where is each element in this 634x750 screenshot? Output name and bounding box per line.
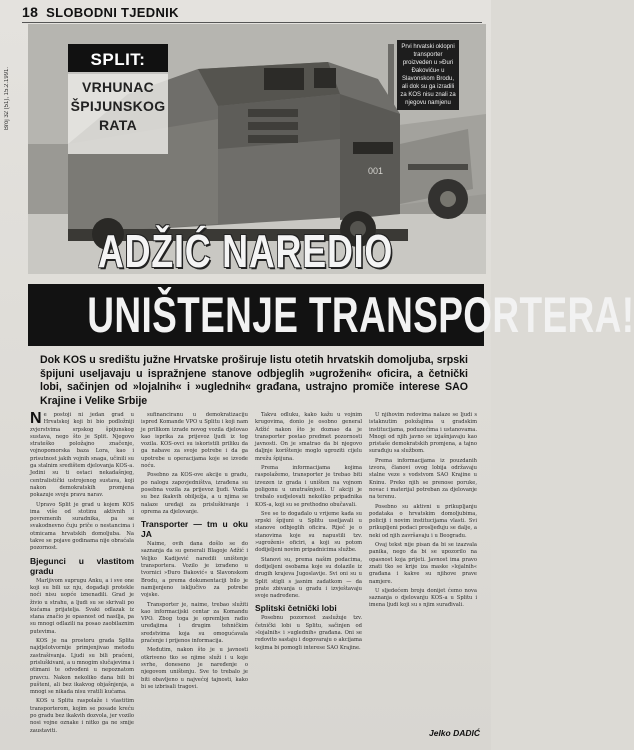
column-paragraph: KOS u Splitu raspolaže i vlastitim transporterom, kojim se posade kreću po gradu bez ikakvih dozvola, jer vozilo nosi vojne oznake i nitko ga ne smije zaustaviti.: [30, 698, 135, 734]
headline-main: UNIŠTENJE TRANSPORTERA!: [87, 287, 634, 343]
column-paragraph: Transporter je, naime, trebao služiti kao informacijski centar za Komandu VPO. Zbog toga je opremljen radio uređajima i drugim tehničkim sredstvima koja su omogućavala praćenje i prijenos informacija.: [141, 601, 248, 645]
page-header: [22, 4, 179, 20]
column-paragraph: Prema informacijama iz pouzdanih izvora, članovi ovog lobija održavaju stalne veze s vodstvom SAO Krajine u Kninu. Preko njih se prenose poruke, novac i materijal potreban za djelovanje na terenu.: [369, 457, 477, 501]
paragraph-text: e postoji ni jedan grad u Hrvatskoj koji bi bio podložniji zvjerstvima srpskog špijunskog sustava, nego što je Split. Njegovo strateško položajno značenje, vojnopomorska baza Lora, kao i prisutnost jakih vojnih snaga, učinili su ga stalnim središtem djelovanja KOS-a. Jedini su ti ostaci nekadašnjeg, centralistički ustrojenog sustava, koji nakon demokratskih promjena pokazuje svoju pravu narav.: [30, 412, 134, 499]
lead-paragraph: Dok KOS u središtu južne Hrvatske proširuje listu otetih hrvatskih domoljuba, srpski špijuni useljavaju u ispražnjene stanove odbjeglih »ugroženih« oficira, a četnički lobi, sačinjen od »lojalnih« i »uglednih« građana, ustrajno promiče interese SAO Krajine i Velike Srbije: [40, 354, 468, 407]
article-column-3: [255, 412, 362, 654]
column-paragraph: Stanovi su, prema našim podacima, dodijeljeni osobama koje su dolazile iz drugih krajeva Jugoslavije. Svi oni su u Split stigli s jasnim zadatkom — da prate zbivanja u gradu i izvještavaju svoje nadređene.: [255, 556, 362, 600]
column-paragraph: U sljedećem broju donijet ćemo nova saznanja o djelovanju KOS-a u Splitu i imena ljudi koji su s njim surađivali.: [369, 587, 477, 609]
subheading: Transporter — tm u oku JA: [141, 519, 248, 540]
issue-date: Broj 32 (51), 15.2.1991.: [4, 66, 10, 130]
kicker-text: VRHUNAC ŠPIJUNSKOG RATA: [70, 79, 166, 133]
page-number: 18: [22, 4, 39, 20]
column-paragraph: Posebnu pozornost zaslužuje tzv. četnički lobi u Splitu, sačinjen od »lojalnih« i »uglednih« građana. Oni se redovito sastaju i dogovaraju o akcijama kojima bi pomogli interese SAO Krajine.: [255, 615, 362, 651]
column-paragraph: sufinanciranu u demokratizaciju ispred Komande VPO u Splitu i koji nam je prilikom izrade novog vozila djelovao kao isprika za prijevoz ljudi iz tog vozila. KOS-ovci su iskoristili priliku da ga nabave za svoje potrebe i da ga upotrebe u operacijama koje se izvode noću.: [141, 412, 248, 470]
subheading: Splitski četnički lobi: [255, 603, 337, 614]
publication-name: SLOBODNI TJEDNIK: [46, 5, 179, 20]
column-paragraph: [30, 412, 134, 500]
column-paragraph: Ovaj tekst nije pisan da bi se izazvala panika, nego da bi se upozorilo na opasnost koja prijeti. Javnost ima pravo znati tko se krije iza maske »lojalnih« građana i kakve su njihove prave namjere.: [369, 542, 477, 585]
author-byline: Jelko DADIĆ: [428, 728, 480, 738]
column-paragraph: Međutim, nakon što je u javnosti otkriveno tko se njime služi i u koje svrhe, doneseno je naređenje o njegovom uništenju. Sve to trebalo je biti obavljeno u najvećoj tajnosti, kako bi se izbrisali tragovi.: [141, 647, 248, 690]
photo-caption: Prvi hrvatski oklopni transporter proizveden u »Đuri Đakoviću« u Slavonskom Brodu, ali dok su ga izradili za KOS nisu znali za njegovu namjenu: [397, 40, 459, 110]
column-paragraph: Marljivom suprugu Anku, a i sve one koji su bili uz nju, događaji protekle noći nisu uopće iznenadili. Grad je živio u strahu, a ljudi su se skrivali po kućama prijatelja. Svaki odlazak iz stana značio je opasnost od nasilja, pa su mnogi odlazili na posao zaobilaznim putevima.: [30, 577, 134, 635]
column-paragraph: Takvu odluku, kako kažu u vojnim krugovima, donio je osobno general Adžić nakon što je doznao da je transporter postao predmet pozornosti javnosti. On je smatrao da bi njegovo daljnje korištenje moglo ugroziti cijelu mrežu špijuna.: [255, 412, 362, 462]
drop-cap: N: [30, 410, 42, 427]
article-column-4: [369, 412, 477, 612]
column-paragraph: KOS je na prostoru grada Splita najdjelotvornije primjenjivao metodu zastrašivanja. Ljudi su bili praćeni, prisluškivani, a u mnogim slučajevima i otimani te odvođeni u nepoznatom pravcu. Nakon nekoliko dana bili bi pušteni, ali bez ikakvog objašnjenja, a mnogi se nikada nisu vratili kućama.: [30, 638, 134, 696]
column-paragraph: Sve se to događalo u vrijeme kada su srpski špijuni u Splitu useljavali u stanove odbjeglih oficira. Riječ je o stanovima koje su napustili tzv. »ugroženi« oficiri, a koji su potom dodijeljeni novim pripadnicima službe.: [255, 510, 362, 554]
article-column-2: [141, 412, 248, 693]
column-paragraph: Naime, ovih dana došlo se do saznanja da su generali Blagoje Adžić i Veljko Kadijević naredili uništenje transportera. Vozilo je izrađeno u tvornici »Đuro Đaković« u Slavonskom Brodu, a prema dokumentaciji bilo je namijenjeno isključivo za potrebe vojske.: [141, 541, 248, 599]
header-rule: [22, 22, 482, 23]
column-paragraph: U njihovim redovima nalaze se ljudi s istaknutim položajima u gradskim institucijama, poduzećima i ustanovama. Mnogi od njih javno se izjašnjavaju kao pristaše demokratskih promjena, a tajno surađuju sa službom.: [369, 412, 477, 455]
column-paragraph: Posebno za KOS-ove akcije u gradu, po nalogu zapovjedništva, izrađena su posebna vozila za prijevoz ljudi. Vozila su bez ikakvih obilježja, a u njima se nalaze uređaji za prisluškivanje i oprema za djelovanje.: [141, 472, 248, 515]
svg-text:001: 001: [368, 166, 384, 176]
column-paragraph: Upravo Split je grad u kojem KOS ima više od stotinu aktivnih i povremenih suradnika, pa se svakodnevno čuju priče o nestancima i otmicama hrvatskih domoljuba. Na takve se pojave godinama nije obraćala pozornost.: [30, 501, 134, 552]
subheading: Bjegunci u vlastitom gradu: [30, 555, 134, 576]
column-paragraph: Prema informacijama kojima raspolažemo, transporter je trebao biti izvezen iz grada i uništen na vojnom poligonu u unutrašnjosti. U akciji je trebalo sudjelovati nekoliko pripadnika KOS-a, koji su se prethodno obučavali.: [255, 465, 362, 508]
column-paragraph: Posebno su aktivni u prikupljanju podataka o hrvatskim domoljubima, policiji i novim institucijama vlasti. Svi prikupljeni podaci prosljeđuju se dalje, a neki od njih završavaju i u Beogradu.: [369, 503, 477, 539]
article-column-1: [30, 412, 134, 737]
kicker-label: SPLIT:: [68, 44, 168, 74]
headline-upper: ADŽIĆ NAREDIO: [97, 225, 394, 277]
